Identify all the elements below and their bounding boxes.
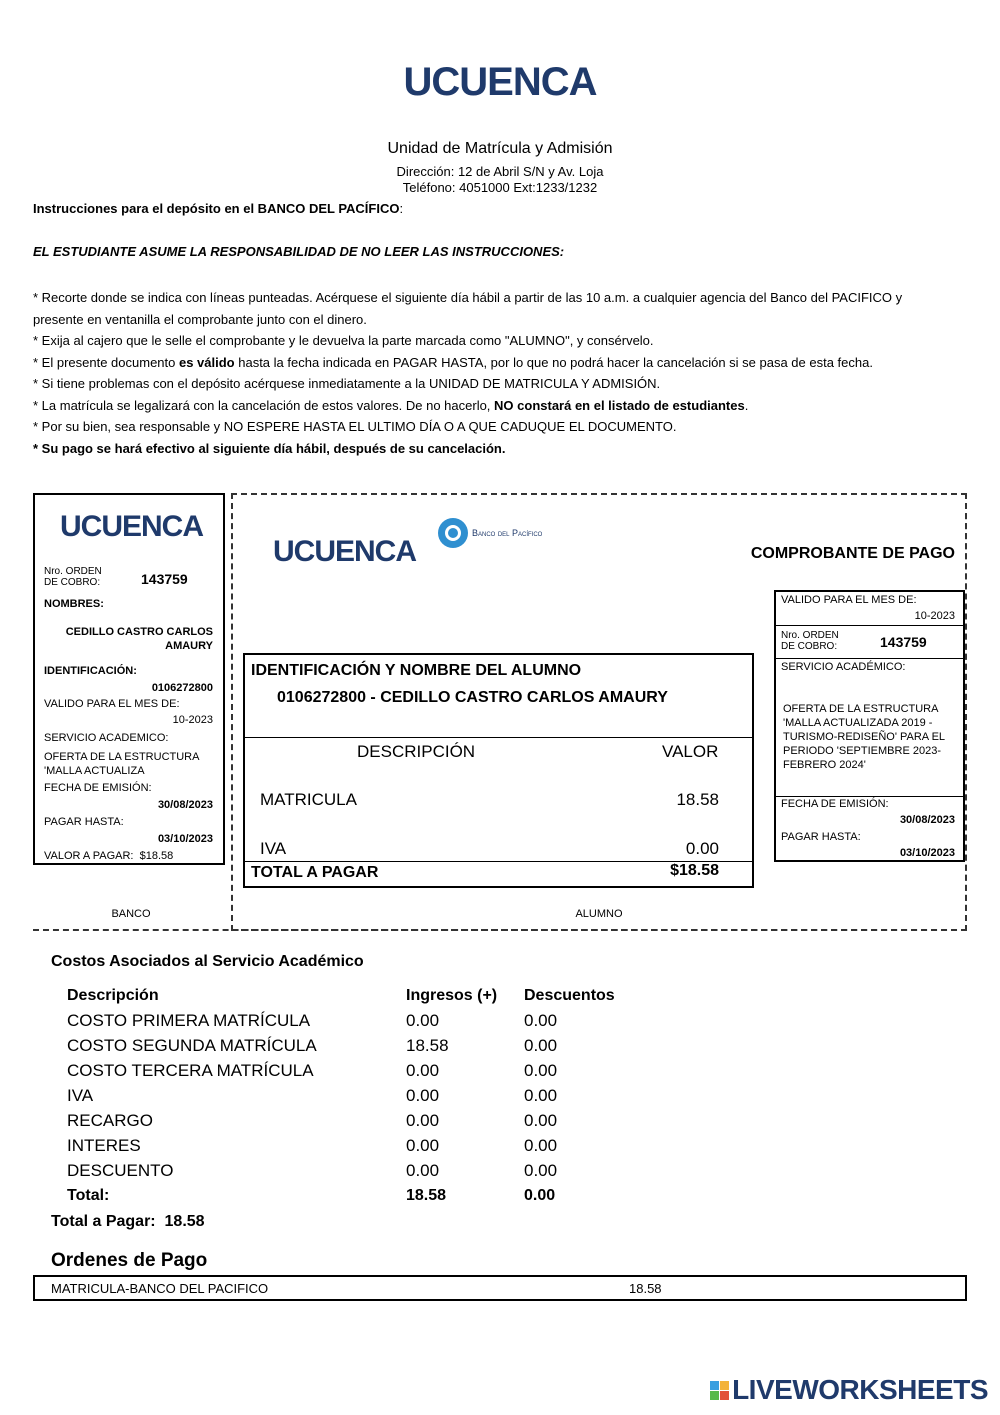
cell: COSTO SEGUNDA MATRÍCULA: [67, 1035, 317, 1055]
bank-stub-order-label: [44, 566, 102, 588]
service-line: PERIODO 'SEPTIEMBRE 2023-: [783, 745, 941, 757]
value-header: VALOR: [662, 742, 719, 761]
unit-phone: Teléfono: 4051000 Ext:1233/1232: [402, 180, 598, 195]
service-line: 'MALLA ACTUALIZA: [44, 765, 145, 777]
bank-stub-pay-until-label: PAGAR HASTA:: [44, 816, 124, 828]
costs-title: Costos Asociados al Servicio Académico: [51, 953, 364, 970]
service-line: TURISMO-REDISEÑO' PARA EL: [783, 731, 946, 743]
cell: INTERES: [67, 1135, 141, 1155]
cell: 0.00: [406, 1085, 440, 1105]
table-row: [67, 1033, 644, 1058]
orders-row-value: 18.58: [629, 1281, 662, 1296]
table-row: [67, 1133, 644, 1158]
right-service: [783, 702, 945, 772]
bank-stub-names-label: NOMBRES:: [44, 598, 104, 610]
liveworksheets-icon: [710, 1381, 729, 1400]
orders-title: Ordenes de Pago: [51, 1250, 208, 1271]
ucuenca-logo: UCUENCA: [403, 60, 597, 104]
cell: 0.00: [524, 1135, 558, 1155]
cell: 0.00: [524, 1010, 558, 1030]
total-value: $18.58: [670, 862, 719, 879]
cell: Total:: [67, 1186, 110, 1204]
bank-stub-valid-label: VALIDO PARA EL MES DE:: [44, 698, 180, 710]
cell: 0.00: [406, 1060, 440, 1080]
instruction-line: presente en ventanilla el comprobante junto con el dinero.: [33, 311, 367, 327]
instructions-title-bold: Instrucciones para el depósito en el BANCO DEL PACÍFICO: [33, 201, 400, 216]
instruction-text: .: [744, 397, 749, 413]
amount-label: VALOR A PAGAR:: [44, 850, 134, 862]
bank-pacifico-name: Banco del Pacífico: [472, 528, 543, 538]
instruction-text-bold: NO constará en el listado de estudiantes: [494, 397, 745, 413]
orders-row-desc: MATRICULA-BANCO DEL PACIFICO: [51, 1281, 269, 1296]
cell: COSTO TERCERA MATRÍCULA: [67, 1060, 314, 1080]
instruction-line: * Si tiene problemas con el depósito acérquese inmediatamente a la UNIDAD DE MATRICULA Y ADMISIÓN.: [33, 376, 661, 391]
cell: 0.00: [406, 1110, 440, 1130]
instruction-line: [33, 352, 983, 374]
cell: RECARGO: [67, 1110, 153, 1130]
cell: 0.00: [524, 1186, 556, 1204]
right-valid-label: VALIDO PARA EL MES DE:: [781, 594, 917, 606]
bank-stub-footer: BANCO: [111, 908, 151, 920]
instructions-title: [33, 201, 403, 216]
instruction-line: * Exija al cajero que le selle el comprobante y le devuelva la parte marcada como "ALUMNO", y consérvelo.: [33, 333, 654, 348]
costs-header-discount: Descuentos: [524, 986, 615, 1004]
table-row: [67, 1058, 644, 1083]
right-emission-label: FECHA DE EMISIÓN:: [781, 798, 889, 810]
total-label: TOTAL A PAGAR: [251, 864, 379, 881]
instructions-list: [33, 287, 983, 459]
student-stub-footer: ALUMNO: [575, 908, 623, 920]
right-divider: [776, 625, 963, 626]
total-to-pay-value: 18.58: [164, 1213, 205, 1230]
detail-row-value: 0.00: [685, 839, 719, 858]
name-line: CEDILLO CASTRO CARLOS: [65, 626, 213, 638]
right-pay-until-label: PAGAR HASTA:: [781, 831, 861, 843]
order-label-line: Nro. ORDEN: [781, 630, 839, 641]
detail-row-desc: MATRICULA: [260, 790, 357, 809]
right-divider: [776, 796, 963, 797]
bank-stub-amount: [44, 850, 173, 862]
bank-stub-emission-value: 30/08/2023: [157, 799, 213, 811]
bank-pacifico-logo: [438, 518, 542, 548]
unit-address: Dirección: 12 de Abril S/N y Av. Loja: [396, 164, 604, 179]
cell: 0.00: [524, 1035, 558, 1055]
instructions-title-colon: :: [399, 201, 404, 216]
table-row: [67, 1083, 644, 1108]
table-row: [67, 1158, 644, 1183]
right-service-label: SERVICIO ACADÉMICO:: [781, 661, 906, 673]
costs-header-desc: Descripción: [67, 986, 159, 1004]
right-emission-value: 30/08/2023: [899, 814, 955, 826]
costs-header-income: Ingresos (+): [406, 986, 498, 1004]
bank-stub-id-value: 0106272800: [151, 682, 213, 694]
bank-stub-logo: UCUENCA: [60, 510, 203, 543]
cell: 18.58: [406, 1035, 449, 1055]
service-line: OFERTA DE LA ESTRUCTURA: [44, 751, 200, 763]
right-divider: [776, 658, 963, 659]
student-stub-logo: UCUENCA: [273, 535, 416, 568]
order-label-line: Nro. ORDEN: [44, 566, 102, 577]
costs-header-row: [67, 983, 644, 1008]
costs-total-row: [67, 1183, 644, 1208]
instruction-line: [33, 395, 983, 417]
cell: 0.00: [406, 1160, 440, 1180]
receipt-title: COMPROBANTE DE PAGO: [750, 545, 955, 562]
total-to-pay: [51, 1213, 205, 1231]
instruction-line: * Por su bien, sea responsable y NO ESPERE HASTA EL ULTIMO DÍA O A QUE CADUQUE EL DOCUMENTO.: [33, 419, 677, 434]
desc-header: DESCRIPCIÓN: [357, 742, 476, 761]
instruction-text: * La matrícula se legalizará con la cancelación de estos valores. De no hacerlo,: [33, 397, 495, 413]
cell: 0.00: [524, 1085, 558, 1105]
detail-row-value: 18.58: [676, 790, 719, 809]
instruction-line: * Su pago se hará efectivo al siguiente día hábil, después de su cancelación.: [33, 440, 506, 456]
cell: 0.00: [524, 1060, 558, 1080]
instructions-warning: EL ESTUDIANTE ASUME LA RESPONSABILIDAD DE NO LEER LAS INSTRUCCIONES:: [33, 244, 565, 259]
cell: 0.00: [406, 1135, 440, 1155]
name-line: AMAURY: [165, 640, 213, 652]
liveworksheets-watermark: [710, 1374, 988, 1406]
bank-pacifico-icon: [438, 518, 468, 548]
service-line: FEBRERO 2024': [783, 759, 866, 771]
right-order-label: [781, 630, 839, 652]
instruction-text: * El presente documento: [33, 354, 179, 370]
cell: 0.00: [406, 1010, 440, 1030]
student-detail-divider: [245, 737, 752, 738]
detail-row-desc: IVA: [260, 839, 287, 858]
bank-stub-emission-label: FECHA DE EMISIÓN:: [44, 782, 152, 794]
bank-stub-order-number: 143759: [141, 571, 188, 587]
amount-value: $18.58: [139, 850, 174, 862]
table-row: [67, 1008, 644, 1033]
cell: 0.00: [524, 1160, 558, 1180]
right-pay-until-value: 03/10/2023: [899, 847, 955, 859]
bank-stub-name: [40, 625, 213, 653]
table-row: [67, 1108, 644, 1133]
cell: COSTO PRIMERA MATRÍCULA: [67, 1010, 311, 1030]
bank-stub-service: [44, 750, 199, 778]
service-line: OFERTA DE LA ESTRUCTURA: [783, 703, 939, 715]
student-id-name: 0106272800 - CEDILLO CASTRO CARLOS AMAURY: [277, 689, 668, 706]
bank-stub-pay-until-value: 03/10/2023: [157, 833, 213, 845]
cell: 18.58: [406, 1186, 447, 1204]
bank-stub-id-label: IDENTIFICACIÓN:: [44, 665, 137, 677]
instruction-text-bold: es válido: [178, 354, 235, 370]
right-valid-value: 10-2023: [914, 610, 955, 622]
bank-stub-valid-value: 10-2023: [172, 714, 213, 726]
service-line: 'MALLA ACTUALIZADA 2019 -: [783, 717, 933, 729]
order-label-line: DE COBRO:: [44, 577, 101, 588]
liveworksheets-text: LIVEWORKSHEETS: [732, 1374, 988, 1405]
student-id-header: IDENTIFICACIÓN Y NOMBRE DEL ALUMNO: [251, 662, 582, 679]
cell: DESCUENTO: [67, 1160, 174, 1180]
total-to-pay-label: Total a Pagar:: [51, 1213, 156, 1230]
unit-name: Unidad de Matrícula y Admisión: [387, 140, 613, 157]
cell: IVA: [67, 1085, 94, 1105]
instruction-line: * Recorte donde se indica con líneas punteadas. Acérquese el siguiente día hábil a partir de las 10 a.m. a cualquier agencia del Banco del PACIFICO y: [33, 290, 903, 305]
order-label-line: DE COBRO:: [781, 641, 838, 652]
costs-table: [67, 983, 644, 1208]
bank-stub-service-label: SERVICIO ACADEMICO:: [44, 732, 169, 744]
instruction-text: hasta la fecha indicada en PAGAR HASTA, por lo que no podrá hacer la cancelación si se pasa de esta fecha.: [234, 354, 873, 370]
cell: 0.00: [524, 1110, 558, 1130]
right-order-number: 143759: [880, 634, 927, 650]
